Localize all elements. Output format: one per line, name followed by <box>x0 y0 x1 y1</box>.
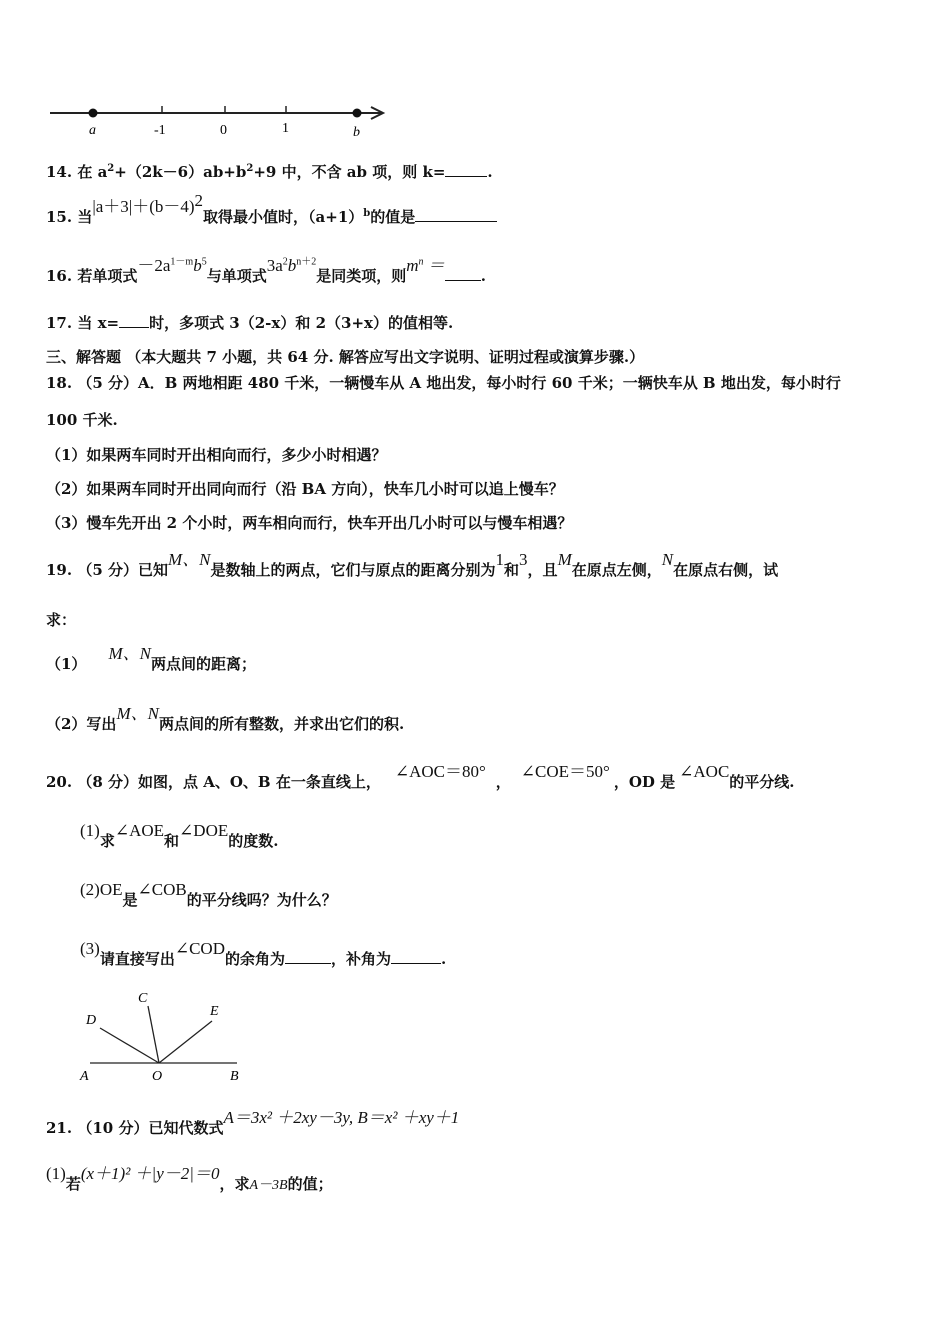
ray-od <box>100 1028 159 1063</box>
question-19-line-1 <box>46 550 779 580</box>
q20-part-1-text-1: 求 <box>99 832 115 850</box>
q14-sup-1: 2 <box>107 163 115 174</box>
q19-part-2-text: 两点间的所有整数，并求出它们的积. <box>158 715 405 733</box>
q20-part-2-text-1: 是 <box>122 891 138 909</box>
q21-expression: A＝3x² ＋2xy－3y, B＝x² ＋xy＋1 <box>223 1108 460 1127</box>
q20-part-2-num: (2)OE <box>80 880 123 899</box>
question-21 <box>46 1108 460 1138</box>
question-14 <box>46 162 493 182</box>
q20-part-1 <box>80 821 279 851</box>
q16-m2-base: 3a <box>266 256 283 275</box>
q20-part-3 <box>80 939 447 969</box>
q21-condition: (x＋1)² ＋|y－2|＝0 <box>80 1164 220 1183</box>
q16-n: n <box>418 256 424 268</box>
q21-part-1-text-1: 若 <box>65 1175 81 1193</box>
q16-m1-exp2: 5 <box>201 256 207 268</box>
label-b: b <box>353 125 360 140</box>
q19-text-5: 在原点左侧， <box>571 561 662 579</box>
q21-part-1-text-2: ，求 <box>219 1175 250 1193</box>
q20-supplement-blank[interactable] <box>391 949 441 964</box>
q16-m2-b: b <box>287 256 297 275</box>
q20-part-2-text-2: 的平分线吗？为什么？ <box>186 891 337 909</box>
q14-text-1: 在 a <box>77 163 108 181</box>
label-c: C <box>138 991 148 1006</box>
q19-part-2 <box>46 704 405 734</box>
q16-m: m <box>406 256 419 275</box>
q20-angle-cod: ∠COD <box>174 939 225 958</box>
label-e: E <box>210 1004 219 1019</box>
q19-part-1-text: 两点间的距离； <box>150 655 256 673</box>
q15-answer-blank[interactable] <box>415 207 497 222</box>
section-header <box>46 347 644 367</box>
q16-text-1: 若单项式 <box>77 267 138 285</box>
point-a-dot <box>89 109 98 118</box>
q20-complement-blank[interactable] <box>285 949 331 964</box>
q21-number: 21. <box>46 1119 73 1137</box>
q15-expression-sup: 2 <box>194 191 204 210</box>
q19-part-1-num: （1） <box>46 655 87 673</box>
question-16 <box>46 256 487 286</box>
label-b-point: B <box>230 1069 239 1084</box>
q19-part-1 <box>46 644 256 674</box>
q20-angle-aoc-value: ∠AOC＝80° <box>394 762 486 781</box>
section-title: 三、解答题 <box>46 348 122 366</box>
q20-part-3-text-1: 请直接写出 <box>99 950 175 968</box>
q20-angle-coe-value: ∠COE＝50° <box>520 762 610 781</box>
q19-n: N <box>661 550 674 569</box>
q17-answer-blank[interactable] <box>119 313 149 328</box>
q15-number: 15. <box>46 208 73 226</box>
ray-oe <box>159 1021 212 1063</box>
q19-text-3: 和 <box>504 561 520 579</box>
q19-text-qiu: 求： <box>46 611 77 629</box>
q18-part-2-text: （2）如果两车同时开出同向而行（沿 BA 方向），快车几小时可以追上慢车？ <box>46 480 564 498</box>
q16-number: 16. <box>46 267 73 285</box>
q18-part-1 <box>46 445 386 465</box>
q19-number: 19. <box>46 561 73 579</box>
q14-text-2: +（2k－6）ab+b <box>114 163 247 181</box>
label-1: 1 <box>282 121 289 136</box>
q19-text-4: ，且 <box>527 561 558 579</box>
q16-monomial-2 <box>267 256 317 275</box>
q21-part-1-num: (1) <box>46 1164 66 1183</box>
q16-m1-exp1: 1－m <box>170 256 194 268</box>
q20-part-3-num: (3) <box>80 939 100 958</box>
q20-text-4: 的平分线. <box>729 773 795 791</box>
q20-text-3: ，OD 是 <box>613 773 676 791</box>
q15-text-2: 取得最小值时，（a+1） <box>203 208 364 226</box>
q14-sup-2: 2 <box>246 163 254 174</box>
label-a: a <box>89 123 96 138</box>
q20-part-1-text-3: 的度数. <box>228 832 279 850</box>
q20-part-1-text-2: 和 <box>164 832 180 850</box>
q20-part-1-num: (1) <box>80 821 100 840</box>
q15-sup-b: b <box>363 208 371 219</box>
q16-m1-b: b <box>193 256 202 275</box>
q17-number: 17. <box>46 314 73 332</box>
q16-text-4: . <box>480 267 487 285</box>
q16-m2-exp1: 2 <box>282 256 288 268</box>
q17-text-1: 当 x= <box>77 314 120 332</box>
q19-part-2-mn: M、N <box>116 704 159 723</box>
q18-text-1: （5 分）A．B 两地相距 480 千米，一辆慢车从 A 地出发，每小时行 60 千米；一辆快车从 B 地出发，每小时行 <box>77 374 841 392</box>
q18-part-3-text: （3）慢车先开出 2 个小时，两车相向而行，快车开出几小时可以与慢车相遇？ <box>46 514 573 532</box>
q20-part-3-text-2: 的余角为 <box>224 950 285 968</box>
q20-text-2: ， <box>495 773 511 791</box>
q16-m-power <box>406 256 445 275</box>
q15-expression: |a＋3|＋(b－4) <box>92 197 195 216</box>
q17-text-2: 时，多项式 3（2-x）和 2（3+x）的值相等. <box>149 314 454 332</box>
label-minus-1: -1 <box>154 123 166 138</box>
q19-text-1: （5 分）已知 <box>77 561 169 579</box>
q14-answer-blank[interactable] <box>445 162 487 177</box>
q14-text-4: . <box>487 163 493 181</box>
q16-eq: ＝ <box>423 256 445 275</box>
q16-text-2: 与单项式 <box>206 267 267 285</box>
q18-number: 18. <box>46 374 73 392</box>
q20-angle-aoe: ∠AOE <box>114 821 165 840</box>
q19-text-6: 在原点右侧，试 <box>673 561 779 579</box>
question-15 <box>46 191 497 227</box>
q19-part-2-num: （2）写出 <box>46 715 117 733</box>
q14-text-3: +9 中，不含 ab 项，则 k= <box>253 163 446 181</box>
q19-part-1-mn: M、N <box>108 644 151 663</box>
q18-part-1-text: （1）如果两车同时开出相向而行，多少小时相遇？ <box>46 446 387 464</box>
label-0: 0 <box>220 123 227 138</box>
label-d: D <box>86 1013 97 1028</box>
q15-text-1: 当 <box>77 208 93 226</box>
label-a-point: A <box>80 1069 89 1084</box>
number-line-figure <box>46 96 391 141</box>
ray-oc <box>148 1006 159 1063</box>
q21-target-expression: A－3B <box>249 1178 288 1193</box>
question-18-line-1 <box>46 373 841 393</box>
question-18-line-2 <box>46 410 118 430</box>
q16-m1-base: －2a <box>137 256 171 275</box>
question-20-line-1 <box>46 762 795 792</box>
q20-part-2 <box>80 880 337 910</box>
q21-part-1 <box>46 1164 333 1196</box>
angle-figure <box>72 986 252 1086</box>
q19-text-2: 是数轴上的两点，它们与原点的距离分别为 <box>210 561 496 579</box>
q16-monomial-1 <box>137 256 206 275</box>
label-o: O <box>152 1069 163 1084</box>
q16-answer-blank[interactable] <box>445 266 481 281</box>
q20-part-3-text-4: . <box>441 950 447 968</box>
question-19-line-2 <box>46 610 76 630</box>
q20-part-3-text-3: ，补角为 <box>331 950 392 968</box>
question-17 <box>46 313 453 333</box>
q21-part-1-text-3: 的值； <box>287 1175 333 1193</box>
q20-number: 20. <box>46 773 73 791</box>
q18-text-2: 100 千米. <box>46 411 118 429</box>
q19-distance-1: 1 <box>495 550 505 569</box>
section-description: （本大题共 7 小题，共 64 分. 解答应写出文字说明、证明过程或演算步骤.） <box>126 348 645 366</box>
q15-text-3: 的值是 <box>370 208 416 226</box>
q21-text-1: （10 分）已知代数式 <box>77 1119 224 1137</box>
q18-part-3 <box>46 513 572 533</box>
q16-m2-exp2: n＋2 <box>296 256 317 268</box>
q20-angle-aoc: ∠AOC <box>679 762 730 781</box>
q20-angle-cob: ∠COB <box>137 880 187 899</box>
q19-distance-3: 3 <box>519 550 528 569</box>
q19-m: M <box>557 550 572 569</box>
q20-angle-doe: ∠DOE <box>179 821 229 840</box>
q19-mn: M、N <box>168 550 211 569</box>
q16-text-3: 是同类项，则 <box>316 267 407 285</box>
point-b-dot <box>353 109 362 118</box>
q14-number: 14. <box>46 163 73 181</box>
q18-part-2 <box>46 479 564 499</box>
q20-text-1: （8 分）如图，点 A、O、B 在一条直线上， <box>77 773 381 791</box>
